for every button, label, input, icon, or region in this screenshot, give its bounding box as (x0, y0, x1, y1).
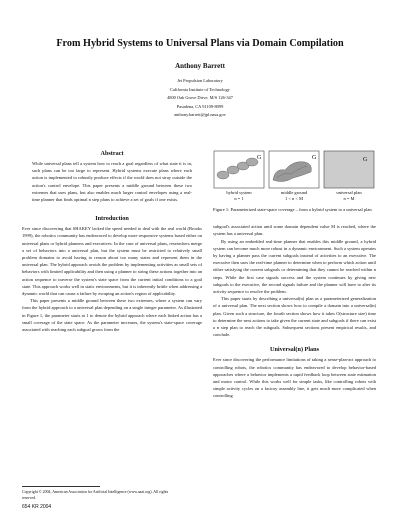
paper-title: From Hybrid Systems to Universal Plans via Domain Compilation (56, 38, 344, 49)
panel-label (324, 190, 374, 201)
figure-caption: Figure 1: Parameterized state-space coverage – from a hybrid system to a universal plan (213, 207, 372, 212)
panel-param: n = 1 (234, 195, 244, 201)
body-paragraph: subgoal's associated action until some domain dependent value M is reached, where the system has a universal plan. (213, 224, 376, 237)
right-column (213, 150, 376, 400)
introduction-heading: Introduction (95, 215, 129, 223)
panel-name: hybrid system (226, 190, 252, 195)
intro-paragraph: This paper presents a middle ground between these two extremes, where a system can vary from the hybrid approach to a universal plan depending on a single integer parameter. As illustrated in Figure 1, the parameter starts at 1 to denote the hybrid approach where each linked action has a small coverage of the state space. As the parameter increases, the system's state-space coverage associated with reaching each subgoal grows from the (22, 298, 202, 333)
page-footer: 654 KR 2004 (22, 504, 52, 510)
goal-label: G (257, 155, 262, 161)
author-name: Anthony Barrett (175, 62, 225, 70)
abstract-heading: Abstract (100, 150, 124, 157)
figure-panel-labels (213, 190, 376, 204)
coverage-region (217, 171, 229, 179)
panel-name: middle ground (280, 190, 308, 195)
universal-heading: Universal(n) Plans (270, 346, 319, 354)
affiliation-line: Jet Propulsion Laboratory (177, 78, 223, 83)
affiliation-line: Pasadena, CA 91109-8099 (176, 103, 224, 109)
affiliation-block (0, 77, 400, 120)
goal-label: G (363, 157, 368, 163)
body-paragraph: This paper starts by describing a universal(n) plan as a parameterized generalization of a universal plan. The next section shows how to compile a domain into a universal(n) plan. Given such a structure, the fourth section shows how it takes O(structure size) time to determine the next actions to take given the current state and subgoals if there can exist a n step plan to reach the subgoals. Subsequent sections present empirical results, and conclude. (213, 296, 376, 338)
intro-paragraph: Ever since discovering that SHAKEY lacked the speed needed to deal with the real world (Brooks 1999), the robotics community has endeavored to develop more responsive systems based either on universal plans or hybrid planners and executives. In the case of universal plans, researchers merge a set of behaviors into a universal plan, but the system must be restricted to relatively small problem domains to avoid having to reason about too many states and represent them in the universal plan. The hybrid approach avoids the problem by implementing activities as small sets of behaviors with limited applicability and then using a planner to string these actions together into an action sequence to traverse the system's state space from the current initial conditions to a goal state. This approach works well in static environments, but it is inherently brittle when addressing a dynamic world that can cause a failure by escaping an action's region of applicability. (22, 226, 202, 297)
panel-label (269, 190, 319, 201)
abstract-text: While universal plans tell a system how to reach a goal regardless of what state it is in, such plans can be too large to represent. Hybrid systems execute plans where each action is implemented to robustly produce effects if the world does not stray outside the action's control envelope. This paper presents a middle ground between these two extremes that uses plans, but also enables much larger control envelopes using a real-time planner that finds optimal n step plans to achieve a set of goals if one exists. (32, 161, 192, 203)
panel-label (214, 190, 264, 201)
body-paragraph: By using an embedded real-time planner that enables this middle ground, a hybrid system can become much more robust in a dynamic environment. Such a system operates by having a planner pass the current subgoals instead of activities to an executive. The executive then uses the real-time planner to determine when to perform which action until either satisfying the current subgoals or determining that they cannot be reached within n steps. While the first case signals success and the system continues by giving new subgoals to the executive, the second signals failure and the planner will have to alter its activity sequence to resolve the problem. (213, 238, 376, 295)
author-email[interactable]: anthony.barrett@jpl.nasa.gov (174, 112, 226, 117)
panel-param: 1 < n < M (284, 195, 304, 201)
figure-1 (213, 150, 376, 190)
body-paragraph: Ever since discovering the performance limitations of taking a sense-plan-act approach to controlling robots, the robotics community has endeavored to develop behavior-based approaches where a behavior implements a rapid feedback loop between state estimation and motor control. While this works well for simple tasks, like controlling robots with simple activity cycles on a factory assembly line, it gets much more complicated when controlling (213, 357, 376, 399)
affiliation-line: 4800 Oak Grove Drive, M/S 126-347 (167, 95, 233, 100)
goal-label: G (312, 155, 317, 161)
left-column (22, 150, 202, 333)
copyright-footnote: Copyright © 2004, American Association for Artificial Intelligence (www.aaai.org). All rights reserved. (22, 490, 169, 500)
figure-1-diagram (213, 150, 376, 190)
footnote-divider (22, 486, 100, 487)
affiliation-line: California Institute of Technology (170, 86, 230, 92)
panel-param: n = M (343, 195, 355, 201)
panel-name: universal plan (336, 190, 362, 195)
